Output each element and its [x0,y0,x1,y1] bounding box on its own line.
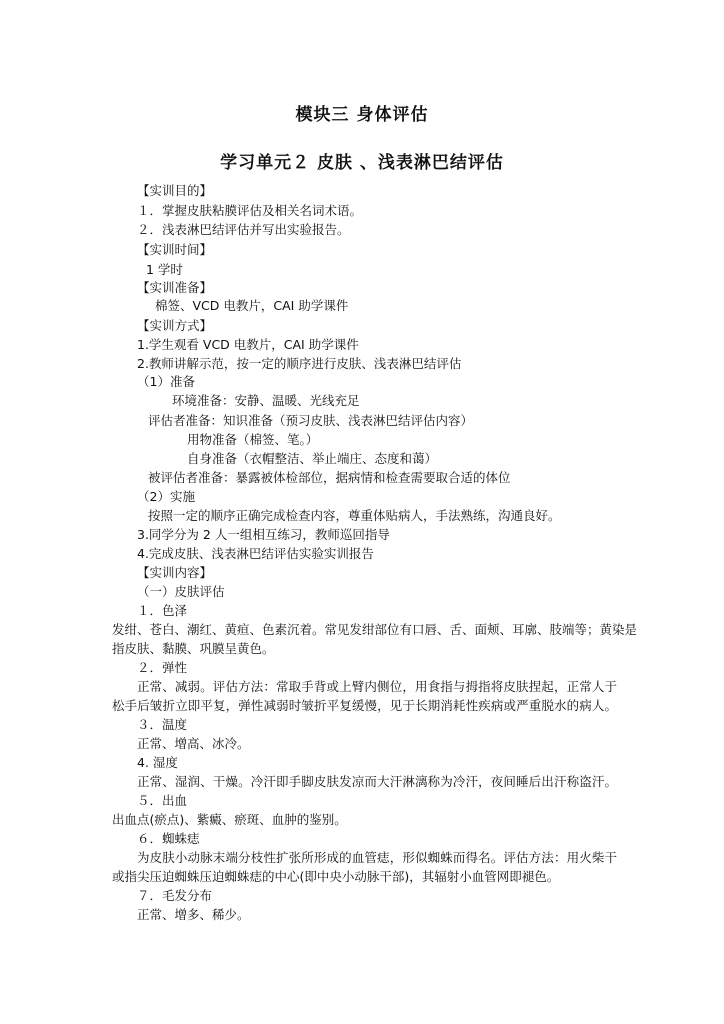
text-line: （1）准备 [137,374,195,389]
text-line: 指皮肤、黏膜、巩膜呈黄色。 [112,641,275,656]
text-line: 松手后皱折立即平复，弹性减弱时皱折平复缓慢，见于长期消耗性疾病或严重脱水的病人。 [112,698,617,713]
text-line: 环境准备：安静、温暖、光线充足 [172,393,360,408]
unit-title: 学习单元２ 皮肤 、浅表淋巴结评估 [220,153,504,173]
text-line: 3.同学分为 2 人一组相互练习，教师巡回指导 [137,527,390,542]
item-heading: ３．温度 [137,717,188,732]
text-line: 被评估者准备：暴露被体检部位，据病情和检查需要取合适的体位 [148,470,511,485]
text-line: 1 学时 [146,262,183,277]
text-line: 自身准备（衣帽整洁、举止端庄、态度和蔼） [187,451,438,466]
item-heading: 4. 湿度 [137,755,178,770]
text-line: （一）皮肤评估 [137,584,225,599]
text-line: （2）实施 [137,489,195,504]
text-line: 出血点(瘀点)、紫癜、瘀斑、血肿的鉴别。 [112,812,347,827]
item-heading: ７．毛发分布 [137,888,213,903]
text-line: ２．浅表淋巴结评估并写出实验报告。 [137,222,350,237]
text-line: １．掌握皮肤粘膜评估及相关名词术语。 [137,203,363,218]
text-line: 用物准备（棉签、笔。） [187,432,319,447]
section-heading: 【实训方式】 [137,318,213,333]
module-title: 模块三 身体评估 [295,105,429,125]
text-line: 4.完成皮肤、浅表淋巴结评估实验实训报告 [137,546,374,561]
text-line: 评估者准备：知识准备（预习皮肤、浅表淋巴结评估内容） [148,413,474,428]
item-heading: １．色泽 [137,603,188,618]
item-heading: ２．弹性 [137,660,188,675]
text-line: 正常、增多、稀少。 [137,907,250,922]
text-line: 正常、减弱。评估方法：常取手背或上臂内侧位，用食指与拇指将皮肤捏起，正常人于 [137,679,617,694]
text-line: 1.学生观看 VCD 电教片，CAI 助学课件 [137,337,359,352]
item-heading: ６．蜘蛛痣 [137,831,200,846]
text-line: 棉签、VCD 电教片，CAI 助学课件 [155,298,349,313]
text-line: 为皮肤小动脉末端分枝性扩张所形成的血管痣，形似蜘蛛而得名。评估方法：用火柴干 [137,850,617,865]
section-heading: 【实训内容】 [137,565,213,580]
text-line: 或指尖压迫蜘蛛压迫蜘蛛痣的中心(即中央小动脉干部)，其辐射小血管网即褪色。 [112,869,560,884]
text-line: 正常、湿润、干燥。冷汗即手脚皮肤发凉而大汗淋漓称为冷汗，夜间睡后出汗称盗汗。 [137,774,617,789]
section-heading: 【实训准备】 [137,280,213,295]
section-heading: 【实训目的】 [137,183,213,198]
item-heading: ５．出血 [137,793,188,808]
text-line: 2.教师讲解示范，按一定的顺序进行皮肤、浅表淋巴结评估 [137,356,462,371]
section-heading: 【实训时间】 [137,242,213,257]
text-line: 按照一定的顺序正确完成检查内容，尊重体贴病人，手法熟练，沟通良好。 [148,508,561,523]
text-line: 正常、增高、冰冷。 [137,736,250,751]
text-line: 发绀、苍白、潮红、黄疸、色素沉着。常见发绀部位有口唇、舌、面颊、耳廓、肢端等；黄染是 [112,622,638,637]
